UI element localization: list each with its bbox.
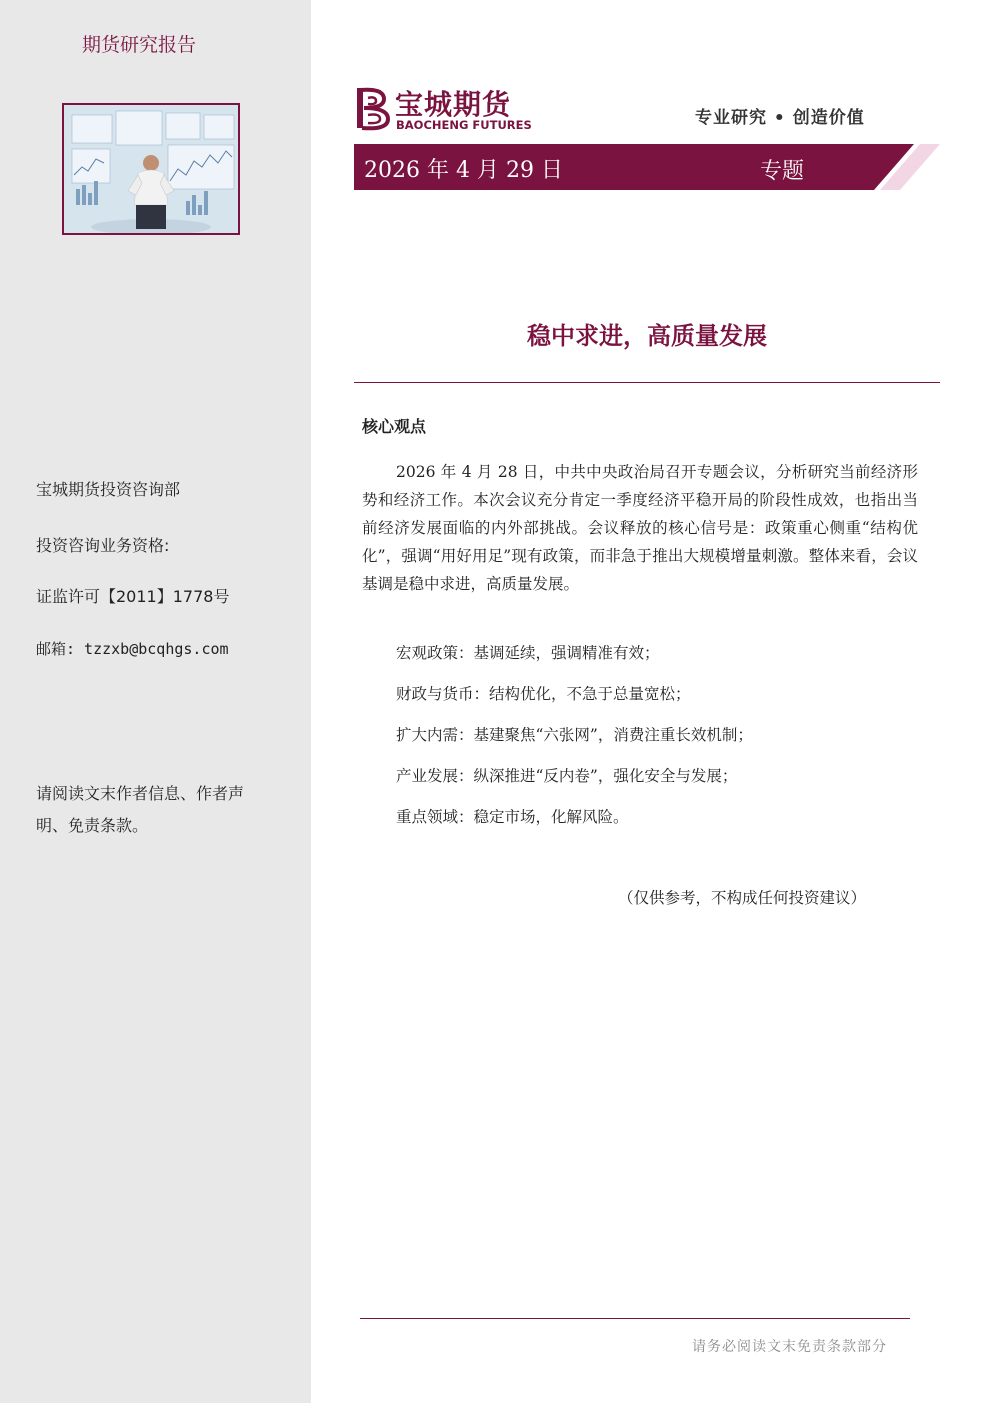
sidebar-notice — [36, 781, 244, 839]
businessman-screens-illustration — [64, 105, 238, 233]
key-point: 财政与货币：结构优化，不急于总量宽松； — [396, 685, 691, 703]
baocheng-logo-icon — [354, 84, 392, 132]
report-type-label: 期货研究报告 — [82, 34, 197, 56]
qualification-label: 投资咨询业务资格: — [36, 536, 170, 555]
department-name: 宝城期货投资咨询部 — [36, 480, 181, 499]
email-address[interactable]: 邮箱: tzzxb@bcqhgs.com — [36, 640, 229, 658]
report-date: 2026 年 4 月 29 日 — [364, 158, 563, 183]
sidebar-qualification — [36, 533, 169, 559]
key-point: 宏观政策：基调延续，强调精准有效； — [396, 644, 660, 662]
document-title: 稳中求进，高质量发展 — [527, 322, 767, 350]
section-heading: 核心观点 — [362, 417, 427, 436]
notice-line-1: 请阅读文末作者信息、作者声 — [36, 784, 245, 803]
report-category-tag: 专题 — [760, 159, 805, 184]
title-divider — [354, 382, 940, 383]
footer-divider — [360, 1318, 910, 1319]
slogan: 专业研究 • 创造价值 — [695, 108, 865, 128]
key-point: 产业发展：纵深推进“反内卷”，强化安全与发展； — [396, 767, 738, 785]
key-point: 扩大内需：基建聚焦“六张网”，消费注重长效机制； — [396, 726, 753, 744]
key-point: 重点领域：稳定市场，化解风险。 — [396, 808, 629, 826]
summary-paragraph — [362, 458, 918, 598]
key-points-list — [396, 639, 753, 844]
logo-chinese-name: 宝城期货 — [395, 88, 512, 121]
logo-english-name: BAOCHENG FUTURES — [396, 118, 532, 132]
footer-note: 请务必阅读文末免责条款部分 — [692, 1339, 887, 1355]
sidebar-department — [36, 477, 180, 503]
license-number: 证监许可【2011】1778号 — [36, 587, 230, 606]
sidebar-email — [36, 636, 229, 662]
sidebar-license — [36, 584, 229, 610]
summary-paragraph-text: 2026 年 4 月 28 日，中共中央政治局召开专题会议，分析研究当前经济形势和经济工作。本次会议充分肯定一季度经济平稳开局的阶段性成效，也指出当前经济发展面临的内外部挑战。会议释放的核心信号是：政策重心侧重“结构优化”，强调“用好用足”现有政策，而非急于推出大规模增量刺激。整体来看，会议基调是稳中求进，高质量发展。 — [362, 463, 918, 593]
investment-disclaimer: （仅供参考，不构成任何投资建议） — [618, 889, 867, 907]
notice-line-2: 明、免责条款。 — [36, 816, 149, 835]
cover-photo — [62, 103, 240, 235]
